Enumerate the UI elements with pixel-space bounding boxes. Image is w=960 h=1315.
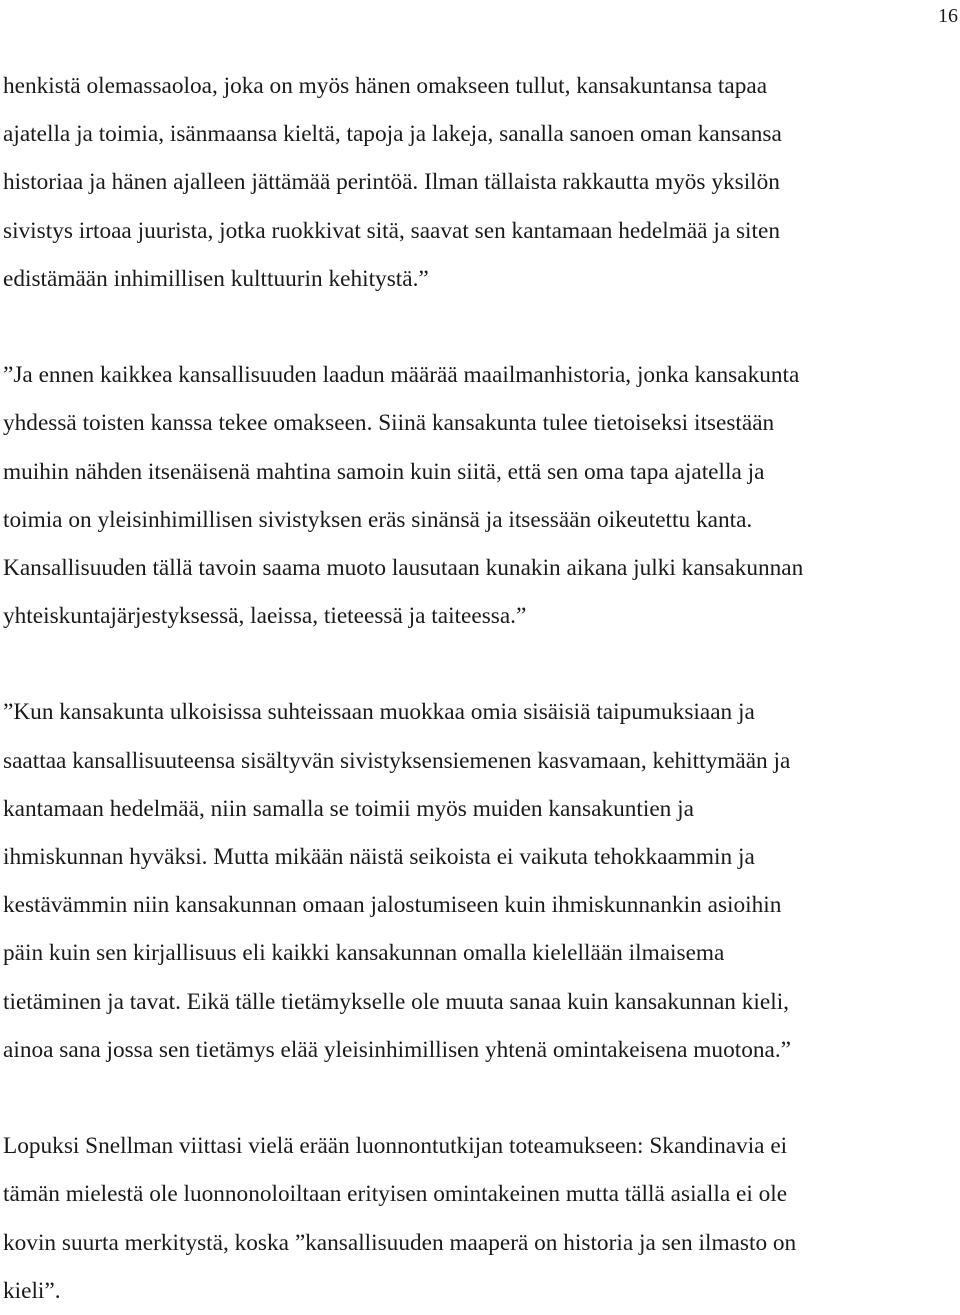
paragraph-4 [3,1122,960,1315]
text-line: yhdessä toisten kanssa tekee omakseen. Siinä kansakunta tulee tietoiseksi itsestään [3,410,775,437]
text-line: ihmiskunnan hyväksi. Mutta mikään näistä seikoista ei vaikuta tehokkaammin ja [3,844,755,870]
text-line: päin kuin sen kirjallisuus eli kaikki kansakunnan omalla kielellään ilmaisema [3,940,725,967]
text-line: muihin nähden itsenäisenä mahtina samoin kuin siitä, että sen oma tapa ajatella ja [3,458,765,485]
paragraph-2 [3,351,960,640]
text-line: ”Ja ennen kaikkea kansallisuuden laadun määrää maailmanhistoria, jonka kansakunta [3,362,800,389]
text-line: yhteiskuntajärjestyksessä, laeissa, tieteessä ja taiteessa.” [3,603,527,630]
text-line: ainoa sana jossa sen tietämys elää yleisinhimillisen yhtenä omintakeisena muotona.” [3,1036,791,1063]
text-line: kantamaan hedelmää, niin samalla se toimii myös muiden kansakuntien ja [3,795,694,822]
text-line: Kansallisuuden tällä tavoin saama muoto lausutaan kunakin aikana julki kansakunnan [3,554,804,581]
text-line: ”Kun kansakunta ulkoisissa suhteissaan muokkaa omia sisäisiä taipumuksiaan ja [3,699,755,726]
paragraph-1 [3,62,960,303]
text-line: sivistys irtoaa juurista, jotka ruokkivat sitä, saavat sen kantamaan hedelmää ja siten [3,217,780,244]
page-number: 16 [938,5,958,27]
text-line: tämän mielestä ole luonnonoloiltaan erityisen omintakeinen mutta tällä asialla ei ole [3,1181,788,1208]
paragraph-3 [3,688,960,1074]
text-line: kestävämmin niin kansakunnan omaan jalostumiseen kuin ihmiskunnankin asioihin [3,892,782,919]
text-line: edistämään inhimillisen kulttuurin kehitystä.” [3,265,429,292]
text-line: kovin suurta merkitystä, koska ”kansallisuuden maaperä on historia ja sen ilmasto on [3,1229,797,1256]
text-line: Lopuksi Snellman viittasi vielä erään luonnontutkijan toteamukseen: Skandinavia ei [3,1133,788,1160]
text-line: historiaa ja hänen ajalleen jättämää perintöä. Ilman tällaista rakkautta myös yksilön [3,169,780,196]
text-line: tietäminen ja tavat. Eikä tälle tietämykselle ole muuta sanaa kuin kansakunnan kieli, [3,988,790,1015]
text-line: kieli”. [3,1277,61,1304]
text-line: toimia on yleisinhimillisen sivistyksen eräs sinänsä ja itsessään oikeutettu kanta. [3,506,753,533]
text-line: saattaa kansallisuuteensa sisältyvän sivistyksensiemenen kasvamaan, kehittymään ja [3,747,791,774]
text-line: henkistä olemassaoloa, joka on myös hänen omakseen tullut, kansakuntansa tapaa [3,73,768,99]
text-line: ajatella ja toimia, isänmaansa kieltä, tapoja ja lakeja, sanalla sanoen oman kansansa [3,121,782,148]
document-body [3,62,960,1315]
